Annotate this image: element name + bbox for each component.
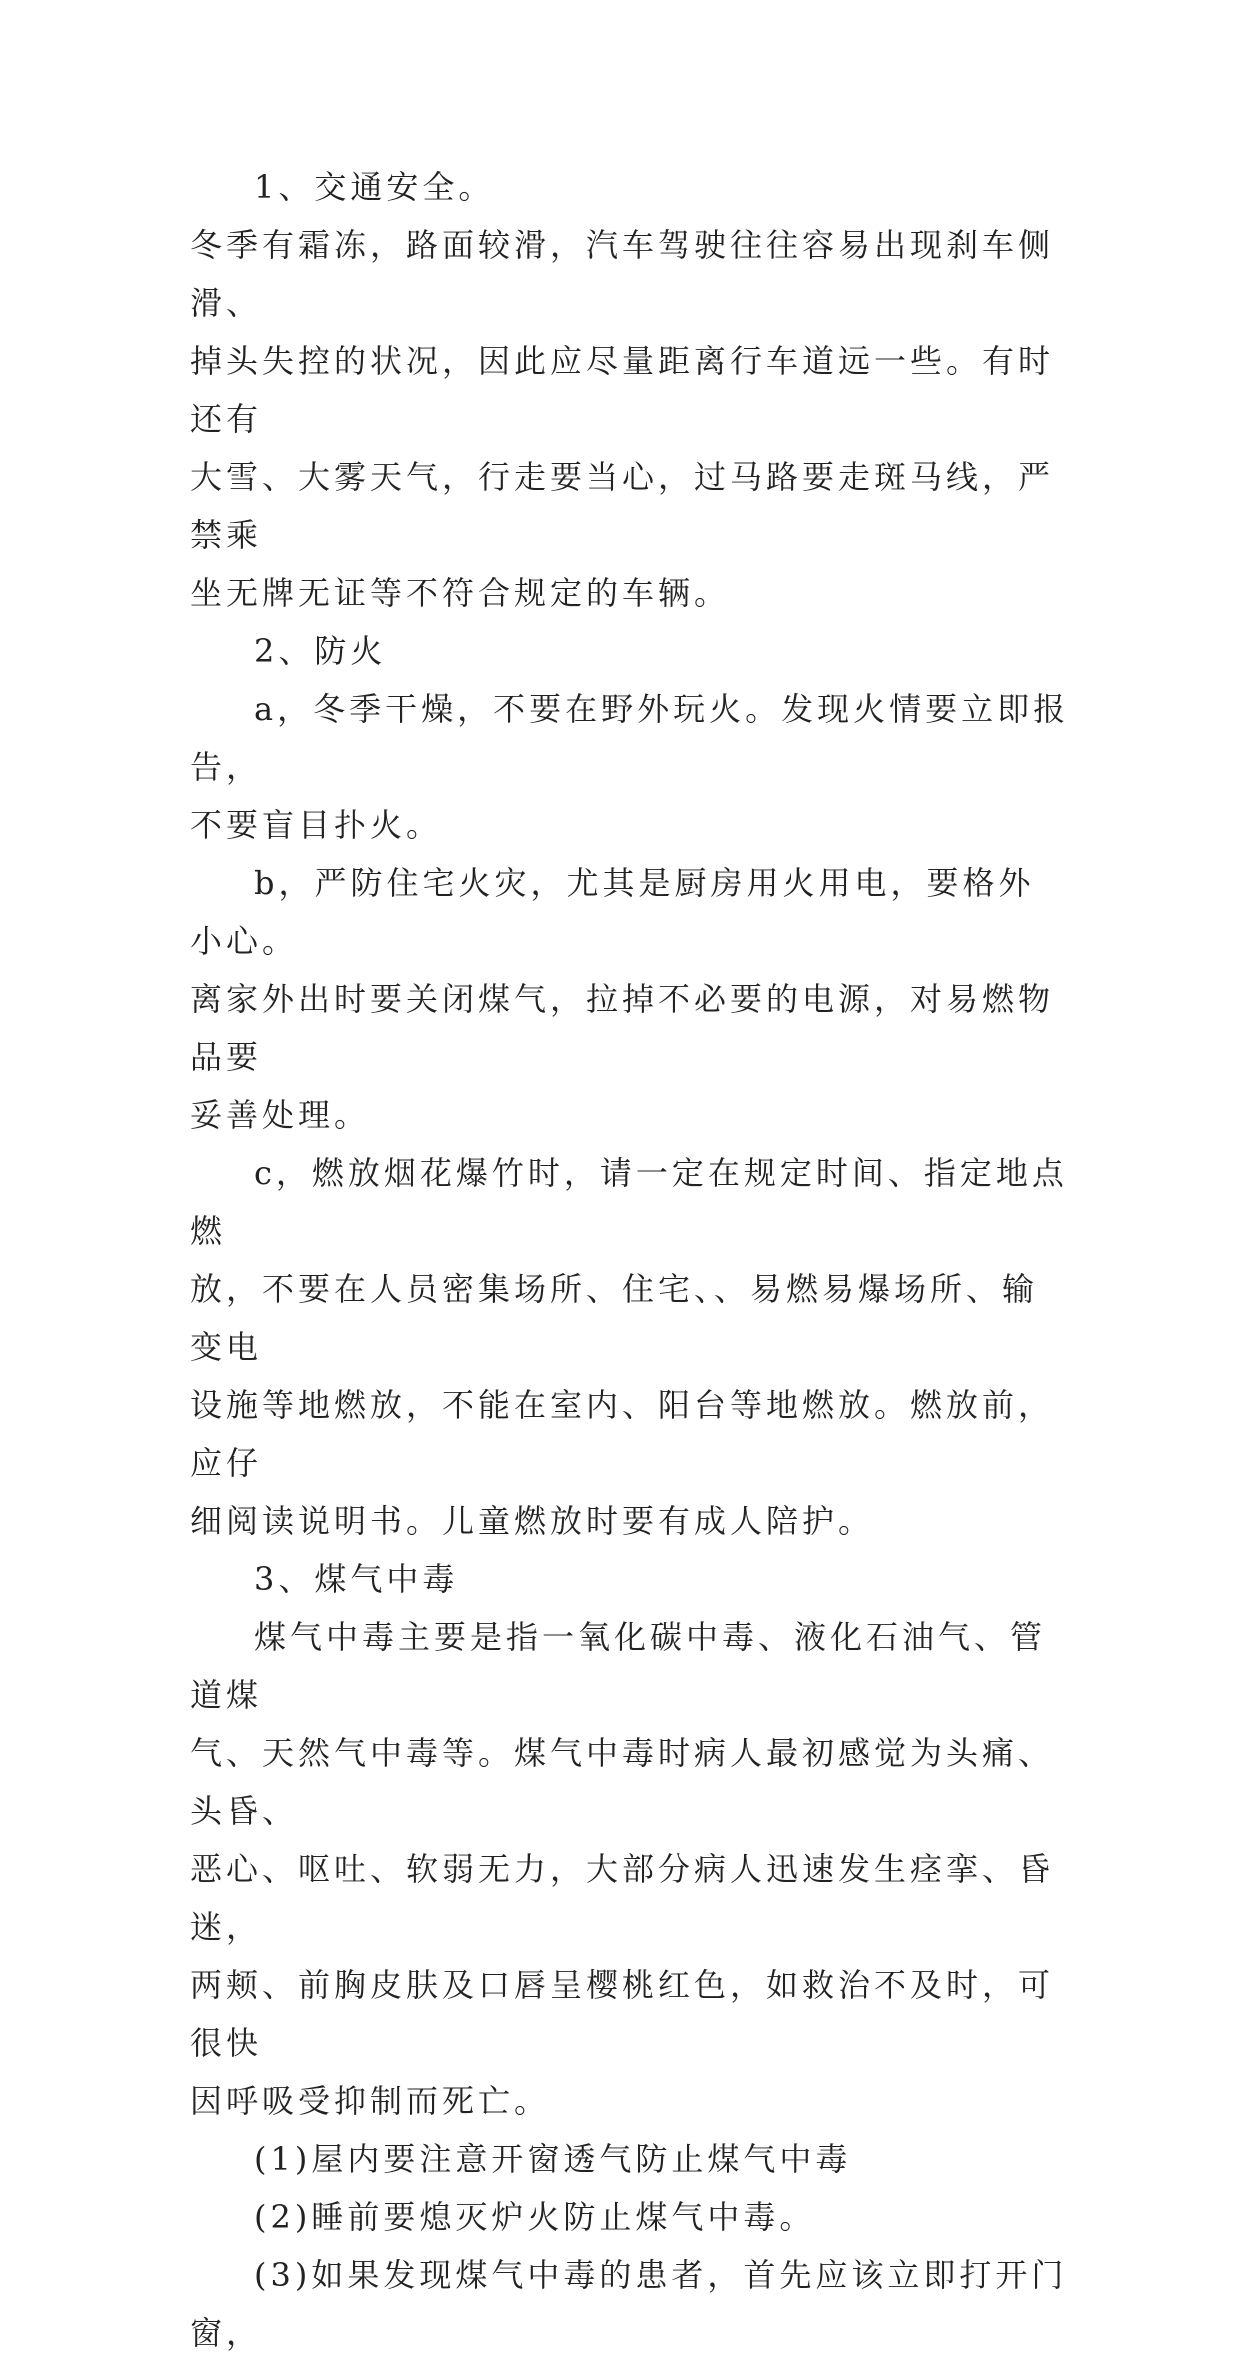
text-line: 大雪、大雾天气，行走要当心，过马路要走斑马线，严禁乘 bbox=[190, 458, 1055, 554]
text-line: 两颊、前胸皮肤及口唇呈樱桃红色，如救治不及时，可很快 bbox=[190, 1966, 1055, 2062]
heading-traffic-safety: 1、交通安全。 bbox=[254, 168, 495, 206]
text-line: 冬季有霜冻，路面较滑，汽车驾驶往往容易出现刹车侧滑、 bbox=[190, 226, 1055, 322]
text-line: a，冬季干燥，不要在野外玩火。发现火情要立即报告， bbox=[190, 690, 1070, 786]
document-body bbox=[190, 158, 1070, 2362]
heading-fire-prevention: 2、防火 bbox=[254, 632, 387, 670]
list-item: (2)睡前要熄灭炉火防止煤气中毒。 bbox=[254, 2198, 816, 2236]
list-item: (1)屋内要注意开窗透气防止煤气中毒 bbox=[254, 2140, 852, 2178]
text-line: 恶心、呕吐、软弱无力，大部分病人迅速发生痉挛、昏迷， bbox=[190, 1850, 1055, 1946]
text-line: 因呼吸受抑制而死亡。 bbox=[190, 2082, 551, 2120]
text-line: 煤气中毒主要是指一氧化碳中毒、液化石油气、管道煤 bbox=[190, 1618, 1047, 1714]
text-line: c，燃放烟花爆竹时，请一定在规定时间、指定地点燃 bbox=[190, 1154, 1068, 1250]
text-line: 不要盲目扑火。 bbox=[190, 806, 443, 844]
text-line: 设施等地燃放，不能在室内、阳台等地燃放。燃放前，应仔 bbox=[190, 1386, 1055, 1482]
text-line: b，严防住宅火灾，尤其是厨房用火用电，要格外小心。 bbox=[190, 864, 1035, 960]
text-line: 坐无牌无证等不符合规定的车辆。 bbox=[190, 574, 731, 612]
text-line: 气、天然气中毒等。煤气中毒时病人最初感觉为头痛、头昏、 bbox=[190, 1734, 1055, 1830]
heading-gas-poisoning: 3、煤气中毒 bbox=[254, 1560, 459, 1598]
text-line: 掉头失控的状况，因此应尽量距离行车道远一些。有时还有 bbox=[190, 342, 1055, 438]
text-line: 放，不要在人员密集场所、住宅、、易燃易爆场所、输变电 bbox=[190, 1270, 1039, 1366]
text-line: 离家外出时要关闭煤气，拉掉不必要的电源，对易燃物品要 bbox=[190, 980, 1055, 1076]
text-line: 妥善处理。 bbox=[190, 1096, 371, 1134]
text-line: 细阅读说明书。儿童燃放时要有成人陪护。 bbox=[190, 1502, 875, 1540]
list-item: (3)如果发现煤气中毒的患者，首先应该立即打开门窗， bbox=[190, 2256, 1068, 2352]
